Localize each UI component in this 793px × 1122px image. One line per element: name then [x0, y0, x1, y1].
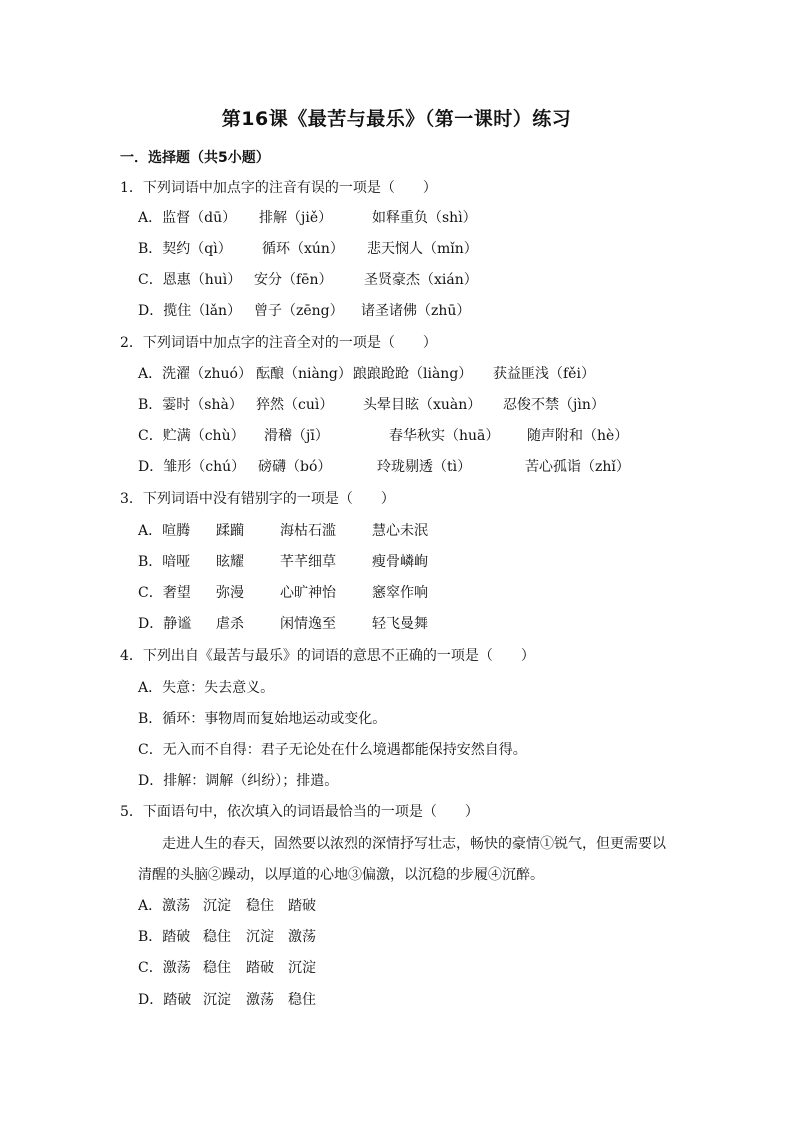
question-2-stem: 2．下列词语中加点字的注音全对的一项是（ ）: [120, 335, 437, 351]
q5-passage-line-1: 走进人生的春天，固然要以浓烈的深情抒写壮志，畅快的豪情①锐气，但更需要以: [162, 836, 666, 852]
q2-option-c-item-4: 随声附和（hè）: [527, 428, 629, 444]
q3-option-d-item-4: 轻飞曼舞: [372, 616, 428, 632]
q2-option-a-item-1: A．洗濯（zhuó）: [138, 366, 252, 382]
q5-option-c-item-2: 稳住: [203, 960, 231, 976]
q5-option-b-item-3: 沉淀: [246, 929, 274, 945]
q2-option-b-item-1: B．霎时（shà）: [138, 397, 243, 413]
q3-option-c-item-1: C．奢望: [138, 585, 191, 601]
q2-option-b-item-3: 头晕目眩（xuàn）: [363, 397, 482, 413]
q3-option-b-item-3: 芊芊细草: [280, 554, 336, 570]
q5-option-c-item-4: 沉淀: [288, 960, 316, 976]
q2-option-d-item-1: D．雏形（chú）: [138, 459, 246, 475]
q3-option-b-item-2: 眩耀: [216, 554, 244, 570]
q2-option-a-item-3: 踉踉跄跄（liàng）: [353, 366, 473, 382]
q5-option-b-item-4: 激荡: [288, 929, 316, 945]
q3-option-d-item-2: 虐杀: [216, 616, 244, 632]
q5-option-d-item-1: D．踏破: [138, 992, 192, 1008]
q1-option-c-item-2: 安分（fēn）: [254, 272, 333, 288]
q5-option-c-item-3: 踏破: [246, 960, 274, 976]
q5-option-a-item-4: 踏破: [288, 898, 316, 914]
q2-option-b-item-2: 猝然（cuì）: [256, 397, 334, 413]
q3-option-a-item-4: 慧心未泯: [372, 523, 428, 539]
q2-option-c-item-2: 滑稽（jī）: [264, 428, 329, 444]
q1-option-c-item-1: C．恩惠（huì）: [138, 272, 242, 288]
q3-option-a-item-1: A．喧腾: [138, 523, 191, 539]
q1-option-c-item-3: 圣贤豪杰（xián）: [364, 272, 478, 288]
q1-option-a-item-1: A．监督（dū）: [138, 210, 237, 226]
q3-option-c-item-2: 弥漫: [216, 585, 244, 601]
q4-option-c: C．无入而不自得：君子无论处在什么境遇都能保持安然自得。: [138, 742, 527, 758]
q4-option-a: A．失意：失去意义。: [138, 680, 275, 696]
section-heading: 一．选择题（共5小题）: [120, 150, 270, 166]
q2-option-d-item-4: 苦心孤诣（zhǐ）: [525, 459, 630, 475]
q1-option-b-item-1: B．契约（qì）: [138, 241, 232, 257]
question-1-stem: 1．下列词语中加点字的注音有误的一项是（ ）: [120, 180, 437, 196]
q5-option-a-item-2: 沉淀: [203, 898, 231, 914]
q4-option-d: D．排解：调解（纠纷）；排遣。: [138, 773, 339, 789]
q3-option-d-item-1: D．静谧: [138, 616, 192, 632]
q3-option-b-item-4: 瘦骨嶙峋: [372, 554, 428, 570]
q5-option-d-item-2: 沉淀: [203, 992, 231, 1008]
q5-option-a-item-1: A．激荡: [138, 898, 191, 914]
q3-option-c-item-4: 窸窣作响: [372, 585, 428, 601]
q1-option-d-item-1: D．揽住（lǎn）: [138, 303, 242, 319]
q5-option-b-item-2: 稳住: [203, 929, 231, 945]
q1-option-b-item-3: 悲天悯人（mǐn）: [367, 241, 478, 257]
q3-option-b-item-1: B．喑哑: [138, 554, 191, 570]
q1-option-a-item-2: 排解（jiě）: [259, 210, 333, 226]
q5-option-d-item-3: 激荡: [246, 992, 274, 1008]
q3-option-a-item-2: 蹂躏: [216, 523, 244, 539]
q2-option-c-item-1: C．贮满（chù）: [138, 428, 245, 444]
q1-option-a-item-3: 如释重负（shì）: [372, 210, 477, 226]
q2-option-a-item-2: 酝酿（niàng）: [256, 366, 352, 382]
q3-option-c-item-3: 心旷神怡: [280, 585, 336, 601]
q2-option-d-item-3: 玲珑剔透（tì）: [377, 459, 472, 475]
question-3-stem: 3．下列词语中没有错别字的一项是（ ）: [120, 491, 395, 507]
q2-option-d-item-2: 磅礴（bó）: [258, 459, 332, 475]
question-4-stem: 4．下列出自《最苦与最乐》的词语的意思不正确的一项是（ ）: [120, 648, 535, 664]
q1-option-b-item-2: 循环（xún）: [262, 241, 344, 257]
q1-option-d-item-3: 诸圣诸佛（zhū）: [361, 303, 471, 319]
q5-option-d-item-4: 稳住: [288, 992, 316, 1008]
page-title: 第16课《最苦与最乐》（第一课时）练习: [221, 108, 572, 130]
q2-option-c-item-3: 春华秋实（huā）: [389, 428, 500, 444]
q5-passage-line-2: 清醒的头脑②躁动，以厚道的心地③偏激，以沉稳的步履④沉醉。: [138, 867, 544, 883]
q4-option-b: B．循环：事物周而复始地运动或变化。: [138, 711, 387, 727]
q2-option-a-item-4: 获益匪浅（fěi）: [493, 366, 595, 382]
q3-option-d-item-3: 闲情逸至: [280, 616, 336, 632]
question-5-stem: 5．下面语句中，依次填入的词语最恰当的一项是（ ）: [120, 804, 479, 820]
q2-option-b-item-4: 忍俊不禁（jìn）: [503, 397, 605, 413]
q3-option-a-item-3: 海枯石滥: [280, 523, 336, 539]
q5-option-c-item-1: C．激荡: [138, 960, 191, 976]
q5-option-a-item-3: 稳住: [246, 898, 274, 914]
q5-option-b-item-1: B．踏破: [138, 929, 191, 945]
q1-option-d-item-2: 曾子（zēng）: [254, 303, 344, 319]
